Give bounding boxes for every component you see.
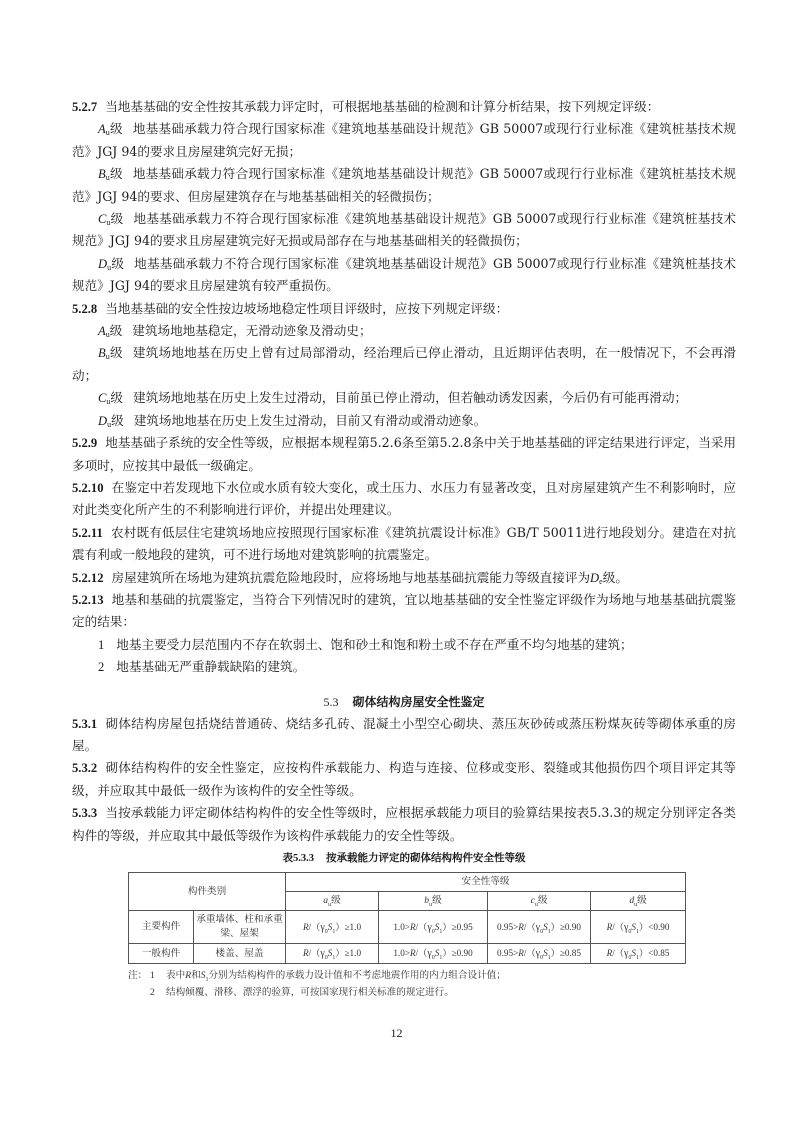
page-content [72,96,736,1043]
grade-text: 地基基础承载力不符合现行国家标准《建筑地基基础设计规范》GB 50007或现行行业标准《建筑桩基技术规范》JGJ 94的要求且房屋建筑有较严重损伤。 [72,255,737,294]
section-number: 5.3 [323,694,339,709]
clause-text: 在鉴定中若发现地下水位或水质有较大变化，或土压力、水压力有显著改变，且对房屋建筑产生不利影响时，应对此类变化所产生的不利影响进行评价，并提出处理建议。 [72,479,736,518]
clause-5-2-7 [72,96,736,118]
clause-text: 当地基基础的安全性按边坡场地稳定性项目评级时，应按下列规定评级： [105,300,509,316]
grade-text: 地基基础承载力符合现行国家标准《建筑地基基础设计规范》GB 50007或现行行业标准《建筑桩基技术规范》JGJ 94的要求且房屋建筑完好无损； [72,121,737,159]
clause-5-2-12 [72,567,736,589]
note-text: 结构倾覆、滑移、漂浮的验算，可按国家现行相关标准的规定进行。 [166,987,454,998]
clause-text: 地基基础子系统的安全性等级，应根据本规程第5.2.6条至第5.2.8条中关于地基基础的评定结果进行评定，当采用多项时，应按其中最低一级确定。 [72,435,736,473]
row-members: 楼盖、屋盖 [194,944,286,964]
grade-text: 建筑场地地基在历史上发生过滑动，目前虽已停止滑动，但若触动诱发因素，今后仍有可能再滑动； [133,390,688,406]
header-grade-cu: $c_u$级 [488,892,591,911]
table-header-row [129,873,686,892]
clause-number: 5.2.8 [72,301,98,316]
grade-item-Cu [72,387,736,409]
note-number: 2 [150,987,155,998]
table-number: 表5.3.3 [282,853,314,864]
section-title: 砌体结构房屋安全性鉴定 [352,694,485,709]
clause-5-3-3 [72,802,736,847]
criterion-cell: $R/(\gamma_0S_1)<0.90$ [591,911,686,944]
list-number: 1 [98,637,105,652]
clause-5-2-13 [72,589,736,634]
clause-text: 当地基基础的安全性按其承载力评定时，可根据地基基础的检测和计算分析结果，按下列规定评级： [105,99,660,114]
grade-item-Au [72,320,736,342]
criterion-cell: $0.95>R/(\gamma_0S_1)\ge 0.85$ [488,944,591,964]
header-safety-grade: 安全性等级 [286,873,686,892]
clause-number: 5.2.11 [72,525,103,540]
clause-text: 农村既有低层住宅建筑场地应按照现行国家标准《建筑抗震设计标准》GB/T 50011进行地段划分。建造在对抗震有利或一般地段的建筑，可不进行场地对建筑影响的抗震鉴定。 [72,524,736,563]
clause-number: 5.2.13 [72,592,104,607]
grade-De: $D_e$ [590,570,603,586]
table-row [129,944,686,964]
header-grade-au: $a_u$级 [286,892,379,911]
list-item [72,634,736,656]
row-members: 承重墙体、柱和承重梁、屋架 [194,911,286,944]
clause-5-2-11 [72,522,736,567]
criterion-cell: $0.95>R/(\gamma_0S_1)\ge 0.90$ [488,911,591,944]
clause-number: 5.3.1 [72,716,98,731]
criterion-cell: $1.0>R/(\gamma_0S_1)\ge 0.95$ [379,911,488,944]
list-text: 地基主要受力层范围内不存在软弱土、饱和砂土和饱和粉土或不存在严重不均匀地基的建筑； [116,636,633,652]
clause-number: 5.3.3 [72,806,98,821]
clause-text: 砌体结构构件的安全性鉴定，应按构件承载能力、构造与连接、位移或变形、裂缝或其他损伤四个项目评定其等级，并应取其中最低一级作为该构件的安全性等级。 [72,760,736,798]
grade-label: $D_u$级 [98,255,125,272]
clause-number: 5.2.10 [72,480,104,495]
clause-5-2-9 [72,432,736,477]
clause-text: 砌体结构房屋包括烧结普通砖、烧结多孔砖、混凝土小型空心砌块、蒸压灰砂砖或蒸压粉煤灰砖等砌体承重的房屋。 [72,715,736,753]
section-heading [72,691,736,713]
header-member-type: 构件类别 [129,873,286,911]
page-number: 12 [390,1026,403,1040]
grade-label: $A_u$级 [98,121,123,138]
list-number: 2 [98,660,105,675]
grade-item-Bu [72,163,736,208]
criterion-cell: $R/(\gamma_0S_1)\ge 1.0$ [286,944,379,964]
clause-5-3-1 [72,713,736,758]
grade-label: $D_u$级 [98,412,124,429]
criterion-cell: $1.0>R/(\gamma_0S_1)\ge 0.90$ [379,944,488,964]
table-notes [128,967,685,1001]
grade-label: $A_u$级 [98,323,123,340]
grade-item-Cu [72,208,736,253]
clause-number: 5.2.12 [72,570,104,585]
grade-label: $C_u$级 [98,390,123,407]
clause-number: 5.2.7 [72,100,98,114]
grade-label: $C_u$级 [98,211,124,228]
grade-label: $B_u$级 [98,166,123,183]
grade-text: 建筑场地地基稳定，无滑动迹象及滑动史； [132,323,372,339]
clause-text: 地基和基础的抗震鉴定，当符合下列情况时的建筑，宜以地基基础的安全性鉴定评级作为场地与地基基础抗震鉴定的结果： [72,591,736,630]
list-text: 地基基础无严重静载缺陷的建筑。 [116,659,306,675]
table-row [129,911,686,944]
list-item [72,656,736,678]
grade-item-Bu [72,342,736,387]
criterion-cell: $R/(\gamma_0S_1)\ge 1.0$ [286,911,379,944]
clause-number: 5.3.2 [72,761,98,776]
table-block [128,872,685,1001]
clause-text-end: 级。 [602,569,628,585]
safety-grade-table [128,872,686,964]
table-title: 按承载能力评定的砌体结构构件安全性等级 [326,852,526,864]
header-grade-du: $d_u$级 [591,892,686,911]
notes-label: 注： [128,970,148,981]
grade-text: 地基基础承载力不符合现行国家标准《建筑地基基础设计规范》GB 50007或现行行业标准《建筑桩基技术规范》JGJ 94的要求且房屋建筑完好无损或局部存在与地基基础相关的轻微损伤； [72,211,737,249]
header-grade-bu: $b_u$级 [379,892,488,911]
grade-label: $B_u$级 [98,345,123,362]
grade-text: 建筑场地地基在历史上曾有过局部滑动，经治理后已停止滑动，且近期评估表明，在一般情况下，不会再滑动； [72,345,737,383]
clause-5-2-10 [72,477,736,522]
clause-number: 5.2.9 [72,436,98,451]
grade-item-Du [72,410,736,432]
row-category: 主要构件 [129,911,194,944]
row-category: 一般构件 [129,944,194,964]
grade-item-Au [72,118,736,163]
note-item: 注： 1 表中R和$S_1$分别为结构构件的承载力设计值和不考虑地震作用的内力组合设计值； [128,967,685,984]
clause-text: 房屋建筑所在场地为建筑抗震危险地段时，应将场地与地基基础抗震能力等级直接评为 [111,569,591,585]
grade-text: 地基基础承载力符合现行国家标准《建筑地基基础设计规范》GB 50007或现行行业标准《建筑桩基技术规范》JGJ 94的要求、但房屋建筑存在与地基基础相关的轻微损伤； [72,166,737,204]
grade-item-Du [72,253,736,298]
criterion-cell: $R/(\gamma_0S_1)<0.85$ [591,944,686,964]
clause-5-3-2 [72,757,736,802]
table-caption [72,849,736,868]
grade-text: 建筑场地地基在历史上发生过滑动，目前又有滑动或滑动迹象。 [133,412,487,428]
note-item [128,984,685,1001]
note-number: 1 [150,970,155,981]
clause-text: 当按承载能力评定砌体结构构件的安全性等级时，应根据承载能力项目的验算结果按表5.3.3的规定分别评定各类构件的等级，并应取其中最低等级作为该构件承载能力的安全性等级。 [72,805,736,843]
clause-5-2-8 [72,298,736,320]
